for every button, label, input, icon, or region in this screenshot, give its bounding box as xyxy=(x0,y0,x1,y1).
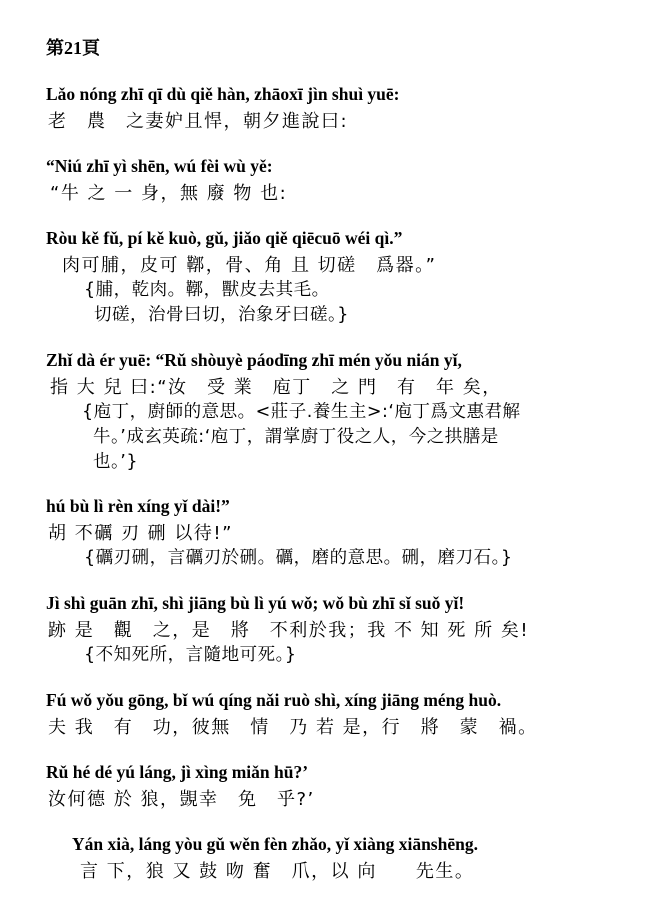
annotation-line: 牛。’成玄英疏:‘庖丁，謂掌廚丁役之人，今之拱膳是 xyxy=(93,427,499,447)
annotation-line: {不知死所，言隨地可死。} xyxy=(84,645,297,665)
chinese-line: “牛 之 一 身，無 廢 物 也: xyxy=(50,183,288,204)
chinese-line: 指 大 兒 曰:“汝 受 業 庖丁 之 門 有 年 矣， xyxy=(50,377,502,398)
chinese-line: 跡 是 觀 之，是 將 不利於我；我 不 知 死 所 矣! xyxy=(48,620,530,641)
page-number: 第21頁 xyxy=(46,38,100,58)
annotation-line: 切磋，治骨曰切，治象牙曰磋。} xyxy=(94,305,349,325)
annotation-line: {脯，乾肉。鞹，獸皮去其毛。 xyxy=(84,280,330,300)
chinese-line: 胡 不礪 刃 硎 以待!” xyxy=(48,523,233,544)
chinese-line: 老 農 之妻妒且悍，朝夕進說曰: xyxy=(48,111,349,132)
chinese-line: 言 下，狼 又 鼓 吻 奮 爪，以 向 先生。 xyxy=(80,861,475,882)
annotation-line: 也。’} xyxy=(93,452,138,472)
pinyin-line: Fú wǒ yǒu gōng, bǐ wú qíng nǎi ruò shì, xíng jiāng méng huò. xyxy=(46,690,502,710)
pinyin-line: hú bù lì rèn xíng yǐ dài!” xyxy=(46,496,230,516)
chinese-line: 肉可脯，皮可 鞹，骨、角 且 切磋 爲器。” xyxy=(62,255,437,276)
pinyin-line: Rǔ hé dé yú láng, jì xìng miǎn hū?’ xyxy=(46,762,309,782)
chinese-line: 汝何德 於 狼，覬幸 免 乎?’ xyxy=(48,789,315,810)
annotation-line: {庖丁，廚師的意思。<莊子.養生主>:‘庖丁爲文惠君解 xyxy=(82,402,521,422)
pinyin-line: Ròu kě fǔ, pí kě kuò, gǔ, jiǎo qiě qiēcuō wéi qì.” xyxy=(46,228,403,248)
pinyin-line: Yán xià, láng yòu gǔ wěn fèn zhǎo, yǐ xiàng xiānshēng. xyxy=(72,834,478,854)
pinyin-line: “Niú zhī yì shēn, wú fèi wù yě: xyxy=(46,156,273,176)
pinyin-line: Zhǐ dà ér yuē: “Rǔ shòuyè páodīng zhī mén yǒu nián yǐ, xyxy=(46,350,462,370)
chinese-line: 夫 我 有 功，彼無 情 乃 若 是，行 將 蒙 禍。 xyxy=(48,717,538,738)
pinyin-line: Lǎo nóng zhī qī dù qiě hàn, zhāoxī jìn shuì yuē: xyxy=(46,84,400,104)
pinyin-line: Jì shì guān zhī, shì jiāng bù lì yú wǒ; wǒ bù zhī sǐ suǒ yǐ! xyxy=(46,593,465,613)
annotation-line: {礪刃硎，言礪刃於硎。礪，磨的意思。硎，磨刀石。} xyxy=(84,548,513,568)
